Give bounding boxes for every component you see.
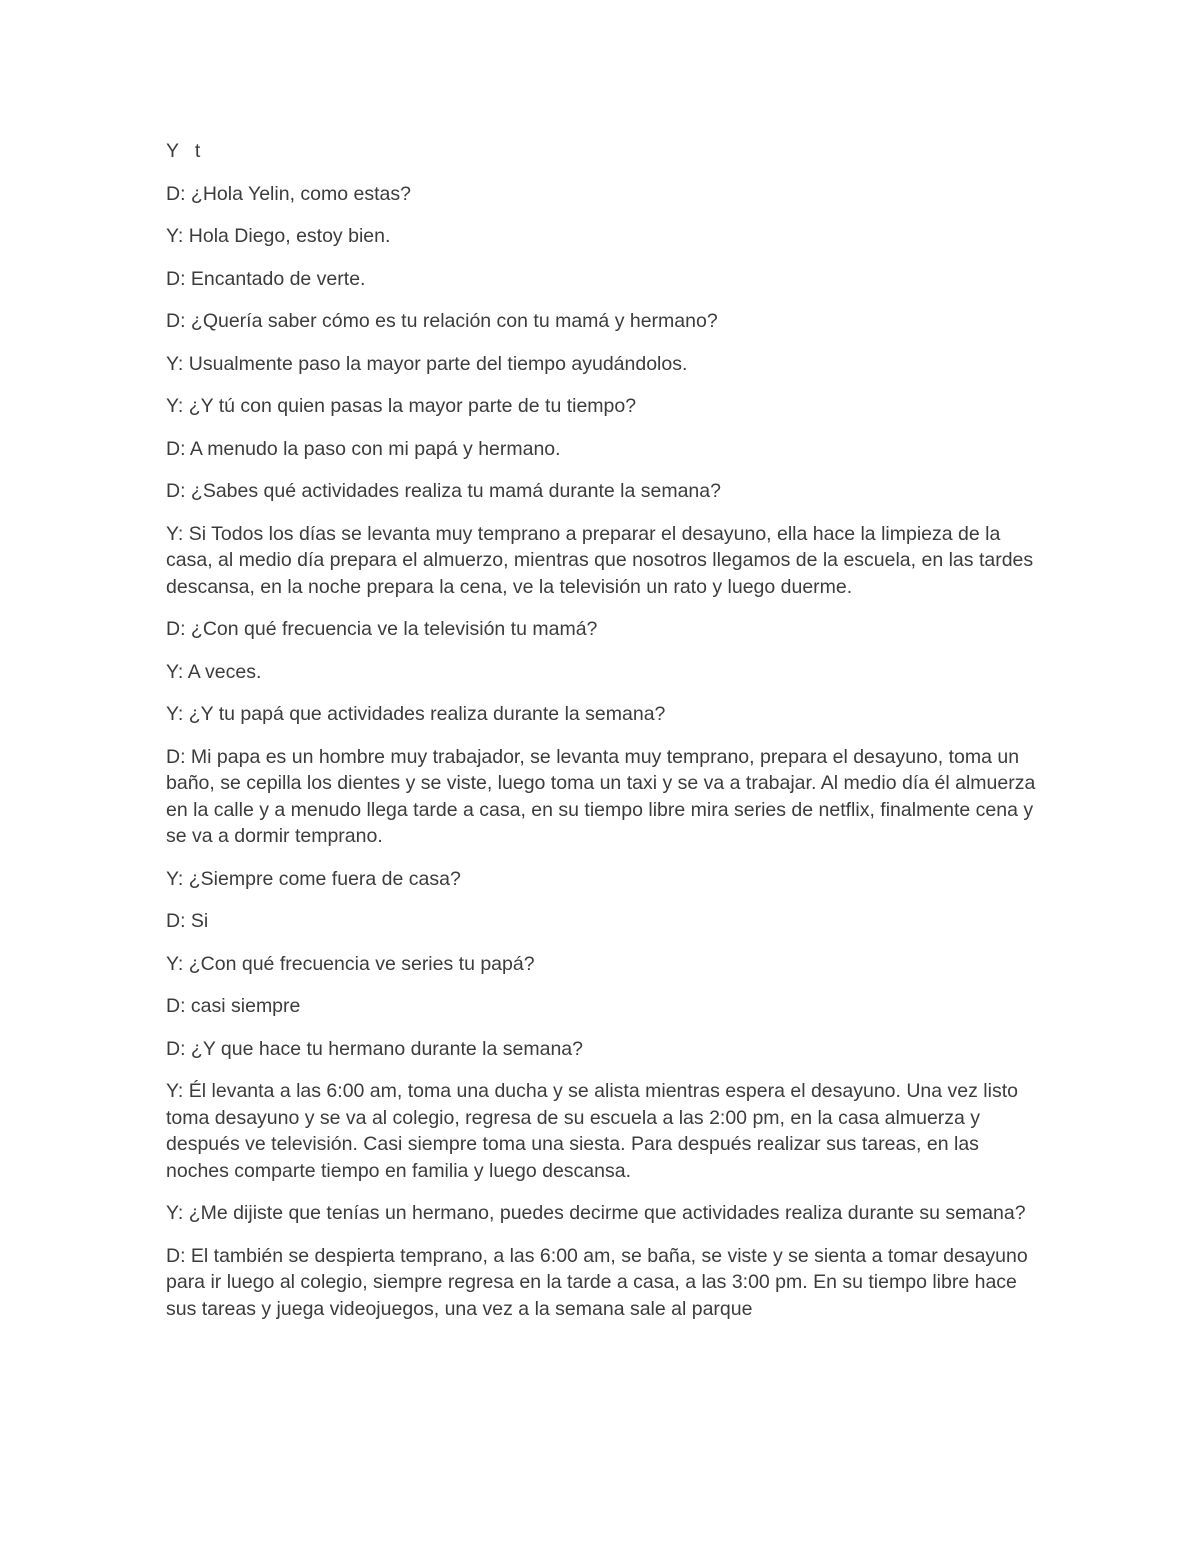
dialogue-line: Y: Si Todos los días se levanta muy temprano a preparar el desayuno, ella hace la limpieza de la casa, al medio día prepara el almuerzo, mientras que nosotros llegamos de la escuela, en las tardes descansa, en la noche prepara la cena, ve la televisión un rato y luego duerme.	[166, 522, 1039, 598]
dialogue-line: Y: ¿Con qué frecuencia ve series tu papá?	[166, 952, 535, 975]
dialogue-line: Y: Él levanta a las 6:00 am, toma una ducha y se alista mientras espera el desayuno. Una vez listo toma desayuno y se va al colegio, regresa de su escuela a las 2:00 pm, en la casa almuerza y después ve televisión. Casi siempre toma una siesta. Para después realizar sus tareas, en las noches comparte tiempo en familia y luego descansa.	[166, 1080, 1024, 1182]
dialogue-line: D: ¿Y que hace tu hermano durante la semana?	[166, 1037, 583, 1060]
dialogue-line: Y: ¿Y tú con quien pasas la mayor parte de tu tiempo?	[166, 395, 637, 417]
dialogue-line: D: A menudo la paso con mi papá y hermano.	[166, 437, 561, 460]
dialogue-line: D: ¿Hola Yelin, como estas?	[166, 182, 411, 205]
dialogue-line: Y: Hola Diego, estoy bien.	[166, 225, 391, 247]
dialogue-line: D: ¿Sabes qué actividades realiza tu mamá durante la semana?	[166, 480, 721, 502]
dialogue-line: D: ¿Con qué frecuencia ve la televisión tu mamá?	[166, 618, 598, 640]
dialogue-line: D: ¿Quería saber cómo es tu relación con tu mamá y hermano?	[166, 310, 718, 332]
dialogue-line: Y: ¿Siempre come fuera de casa?	[166, 867, 461, 890]
dialogue-line: Y: A veces.	[166, 660, 262, 683]
dialogue-line: Y: ¿Me dijiste que tenías un hermano, puedes decirme que actividades realiza durante su semana?	[166, 1202, 1026, 1224]
document-title: Y t	[166, 140, 201, 162]
dialogue-line: D: casi siempre	[166, 995, 301, 1017]
dialogue-line: D: Encantado de verte.	[166, 267, 366, 290]
dialogue-line: D: Mi papa es un hombre muy trabajador, se levanta muy temprano, prepara el desayuno, toma un baño, se cepilla los dientes y se viste, luego toma un taxi y se va a trabajar. Al medio día él almuerza en la calle y a menudo llega tarde a casa, en su tiempo libre mira series de netflix, finalmente cena y se va a dormir temprano.	[166, 745, 1041, 847]
dialogue-line: D: Si	[166, 910, 209, 932]
dialogue-line: D: El también se despierta temprano, a las 6:00 am, se baña, se viste y se sienta a tomar desayuno para ir luego al colegio, siempre regresa en la tarde a casa, a las 3:00 pm. En su tiempo libre hace sus tareas y juega videojuegos, una vez a la semana sale al parque	[166, 1244, 1034, 1320]
dialogue-line: Y: Usualmente paso la mayor parte del tiempo ayudándolos.	[166, 352, 688, 375]
document-body	[166, 138, 1041, 1338]
dialogue-line: Y: ¿Y tu papá que actividades realiza durante la semana?	[166, 703, 666, 725]
